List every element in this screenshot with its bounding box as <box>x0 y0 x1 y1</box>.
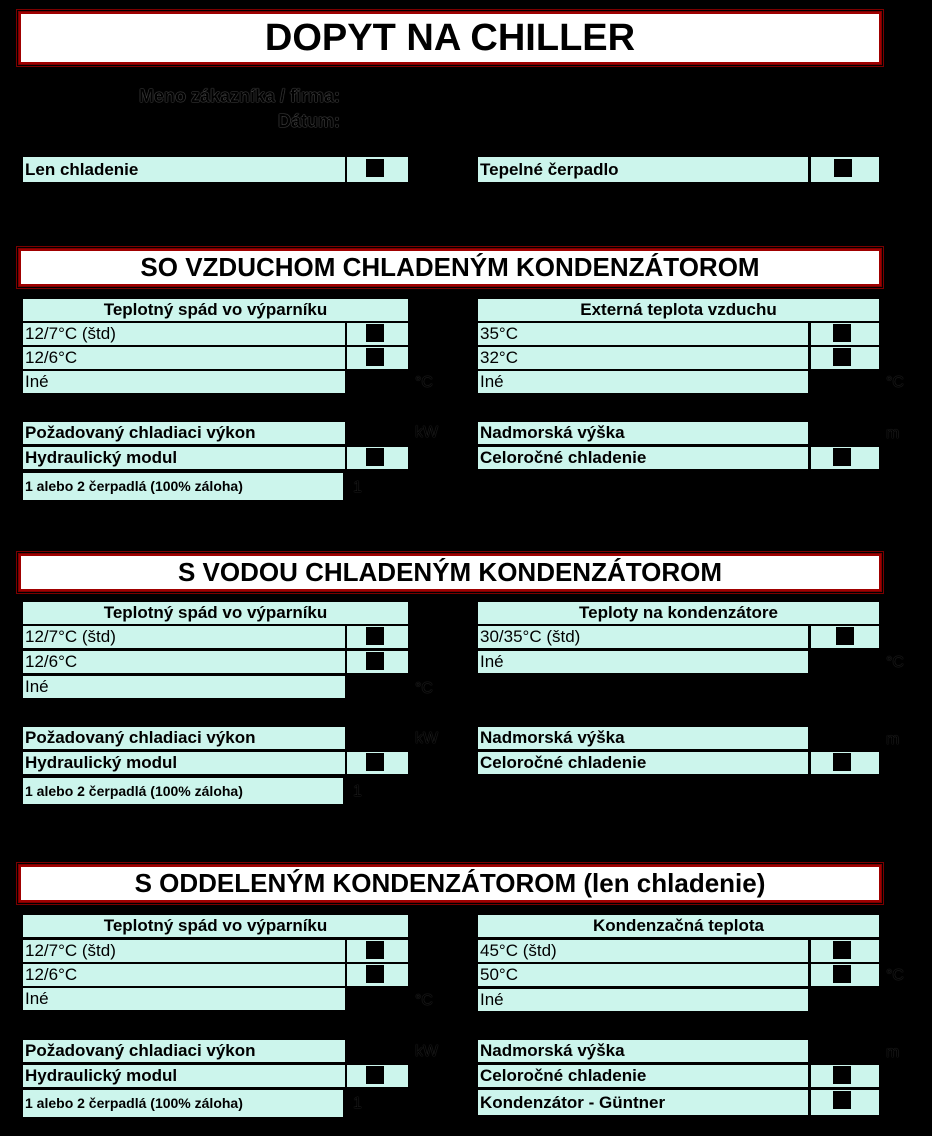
water-cond-opt1-checkbox[interactable] <box>811 626 879 648</box>
split-altitude-label: Nadmorská výška <box>478 1040 808 1062</box>
split-evap-opt2-label: 12/6°C <box>23 964 345 986</box>
split-cond-header: Kondenzačná teplota <box>478 915 879 937</box>
split-power-unit: kW <box>415 1043 439 1060</box>
water-allyear-label: Celoročné chladenie <box>478 752 808 774</box>
air-evap-opt2-checkbox[interactable] <box>347 347 408 369</box>
air-evap-other-label: Iné <box>23 371 345 393</box>
cooling-only-label: Len chladenie <box>23 157 345 182</box>
split-evap-opt1-checkbox[interactable] <box>347 940 408 962</box>
section-title-air: SO VZDUCHOM CHLADENÝM KONDENZÁTOROM <box>19 249 881 286</box>
water-power-unit: kW <box>415 730 439 747</box>
air-pumps-label: 1 alebo 2 čerpadlá (100% záloha) <box>23 473 343 500</box>
split-cond-other-label: Iné <box>478 989 808 1011</box>
customer-label: Meno zákazníka / firma: <box>138 86 340 106</box>
water-pumps-value[interactable]: 1 <box>353 783 362 800</box>
split-altitude-unit: m <box>886 1044 900 1061</box>
water-evap-opt2-label: 12/6°C <box>23 651 345 673</box>
split-allyear-checkbox[interactable] <box>811 1065 879 1087</box>
water-hydraulic-label: Hydraulický modul <box>23 752 345 774</box>
split-evap-other-label: Iné <box>23 988 345 1010</box>
air-allyear-checkbox[interactable] <box>811 447 879 469</box>
heat-pump-checkbox[interactable] <box>811 157 879 182</box>
water-cond-unit: °C <box>886 654 904 671</box>
split-cond-unit: °C <box>886 967 904 984</box>
water-allyear-checkbox[interactable] <box>811 752 879 774</box>
air-altitude-label: Nadmorská výška <box>478 422 808 444</box>
water-evap-opt1-checkbox[interactable] <box>347 626 408 648</box>
air-power-label: Požadovaný chladiaci výkon <box>23 422 345 444</box>
heat-pump-label: Tepelné čerpadlo <box>478 157 808 182</box>
split-allyear-label: Celoročné chladenie <box>478 1065 808 1087</box>
section-title-split: S ODDELENÝM KONDENZÁTOROM (len chladenie) <box>19 865 881 902</box>
split-evap-unit: °C <box>415 992 433 1009</box>
water-evap-unit: °C <box>415 680 433 697</box>
water-altitude-unit: m <box>886 731 900 748</box>
water-evap-opt1-label: 12/7°C (štd) <box>23 626 345 648</box>
water-cond-other-label: Iné <box>478 651 808 673</box>
water-cond-opt1-label: 30/35°C (štd) <box>478 626 808 648</box>
split-cond-opt2-label: 50°C <box>478 964 808 986</box>
split-hydraulic-label: Hydraulický modul <box>23 1065 345 1087</box>
split-cond-opt1-checkbox[interactable] <box>811 940 879 962</box>
air-ext-opt1-checkbox[interactable] <box>811 323 879 345</box>
air-evap-opt2-label: 12/6°C <box>23 347 345 369</box>
split-pumps-label: 1 alebo 2 čerpadlá (100% záloha) <box>23 1090 343 1117</box>
air-power-unit: kW <box>415 424 439 441</box>
split-pumps-value[interactable]: 1 <box>353 1095 362 1112</box>
air-evap-unit: °C <box>415 374 433 391</box>
split-guntner-checkbox[interactable] <box>811 1090 879 1115</box>
split-evap-header: Teplotný spád vo výparníku <box>23 915 408 937</box>
air-ext-unit: °C <box>886 374 904 391</box>
water-evap-other-label: Iné <box>23 676 345 698</box>
cooling-only-checkbox[interactable] <box>347 157 408 182</box>
air-evap-opt1-label: 12/7°C (štd) <box>23 323 345 345</box>
split-evap-opt1-label: 12/7°C (štd) <box>23 940 345 962</box>
air-ext-header: Externá teplota vzduchu <box>478 299 879 321</box>
water-power-label: Požadovaný chladiaci výkon <box>23 727 345 749</box>
split-cond-opt2-checkbox[interactable] <box>811 964 879 986</box>
air-ext-opt2-label: 32°C <box>478 347 808 369</box>
air-allyear-label: Celoročné chladenie <box>478 447 808 469</box>
date-label: Dátum: <box>278 111 340 131</box>
section-title-water: S VODOU CHLADENÝM KONDENZÁTOROM <box>19 554 881 591</box>
split-guntner-label: Kondenzátor - Güntner <box>478 1090 808 1115</box>
water-hydraulic-checkbox[interactable] <box>347 752 408 774</box>
air-pumps-value[interactable]: 1 <box>353 479 362 496</box>
air-ext-other-label: Iné <box>478 371 808 393</box>
water-evap-opt2-checkbox[interactable] <box>347 651 408 673</box>
air-hydraulic-label: Hydraulický modul <box>23 447 345 469</box>
page-title: DOPYT NA CHILLER <box>19 12 881 64</box>
split-cond-opt1-label: 45°C (štd) <box>478 940 808 962</box>
air-altitude-unit: m <box>886 425 900 442</box>
air-evap-header: Teplotný spád vo výparníku <box>23 299 408 321</box>
air-ext-opt1-label: 35°C <box>478 323 808 345</box>
air-ext-opt2-checkbox[interactable] <box>811 347 879 369</box>
split-evap-opt2-checkbox[interactable] <box>347 964 408 986</box>
water-pumps-label: 1 alebo 2 čerpadlá (100% záloha) <box>23 778 343 804</box>
water-evap-header: Teplotný spád vo výparníku <box>23 602 408 624</box>
water-cond-header: Teploty na kondenzátore <box>478 602 879 624</box>
split-hydraulic-checkbox[interactable] <box>347 1065 408 1087</box>
split-power-label: Požadovaný chladiaci výkon <box>23 1040 345 1062</box>
air-evap-opt1-checkbox[interactable] <box>347 323 408 345</box>
air-hydraulic-checkbox[interactable] <box>347 447 408 469</box>
water-altitude-label: Nadmorská výška <box>478 727 808 749</box>
